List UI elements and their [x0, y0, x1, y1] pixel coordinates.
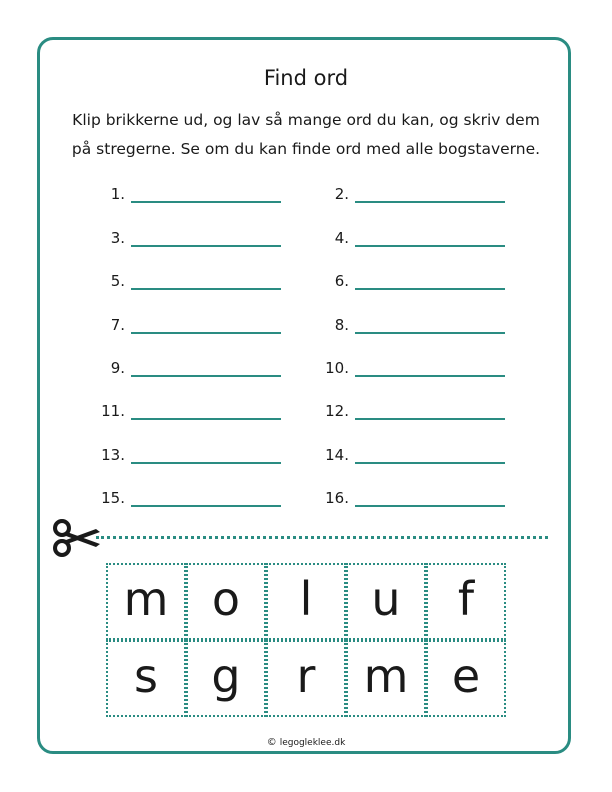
- letter-tiles: [106, 563, 508, 717]
- answer-line-4[interactable]: [317, 225, 537, 247]
- answer-rule: [131, 505, 281, 507]
- answer-rule: [131, 288, 281, 290]
- answer-number: 11.: [101, 402, 125, 420]
- answer-line-14[interactable]: [317, 442, 537, 464]
- letter-tile[interactable]: m: [106, 563, 186, 640]
- answer-line-7[interactable]: [93, 312, 313, 334]
- answer-line-6[interactable]: [317, 268, 537, 290]
- answer-rule: [131, 418, 281, 420]
- answer-rule: [131, 332, 281, 334]
- instructions-line-2: på stregerne. Se om du kan finde ord med alle bogstaverne.: [71, 140, 541, 158]
- answer-number: 2.: [334, 185, 349, 203]
- answer-rule: [355, 418, 505, 420]
- answer-rule: [355, 462, 505, 464]
- answer-line-2[interactable]: [317, 181, 537, 203]
- cut-line: [96, 536, 548, 539]
- answer-line-15[interactable]: [93, 485, 313, 507]
- answer-number: 8.: [334, 316, 349, 334]
- instructions-line-1: Klip brikkerne ud, og lav så mange ord du kan, og skriv dem: [72, 111, 540, 129]
- answer-number: 13.: [101, 446, 125, 464]
- answer-number: 1.: [110, 185, 125, 203]
- answer-number: 3.: [110, 229, 125, 247]
- footer-site: legogleklee.dk: [279, 738, 346, 748]
- answer-number: 10.: [325, 359, 349, 377]
- answer-rule: [131, 201, 281, 203]
- footer: [0, 737, 612, 748]
- answer-rule: [355, 505, 505, 507]
- letter-tile[interactable]: l: [266, 563, 346, 640]
- answer-line-8[interactable]: [317, 312, 537, 334]
- answer-number: 6.: [334, 272, 349, 290]
- answer-line-9[interactable]: [93, 355, 313, 377]
- answer-line-3[interactable]: [93, 225, 313, 247]
- answer-number: 5.: [110, 272, 125, 290]
- answer-line-13[interactable]: [93, 442, 313, 464]
- letter-tile[interactable]: s: [106, 640, 186, 717]
- letter-tile[interactable]: e: [426, 640, 506, 717]
- answer-rule: [355, 201, 505, 203]
- letter-tile[interactable]: g: [186, 640, 266, 717]
- scissors-icon: [50, 518, 102, 558]
- answer-rule: [355, 332, 505, 334]
- letter-tile[interactable]: m: [346, 640, 426, 717]
- page-title: Find ord: [263, 66, 349, 90]
- answer-number: 15.: [101, 489, 125, 507]
- answer-number: 7.: [110, 316, 125, 334]
- answer-line-1[interactable]: [93, 181, 313, 203]
- answer-line-10[interactable]: [317, 355, 537, 377]
- answer-number: 4.: [334, 229, 349, 247]
- letter-tile[interactable]: r: [266, 640, 346, 717]
- answer-number: 12.: [325, 402, 349, 420]
- answer-rule: [131, 462, 281, 464]
- answer-rule: [355, 288, 505, 290]
- answer-line-12[interactable]: [317, 398, 537, 420]
- answer-rule: [131, 375, 281, 377]
- answer-number: 14.: [325, 446, 349, 464]
- letter-tile[interactable]: u: [346, 563, 426, 640]
- answer-line-5[interactable]: [93, 268, 313, 290]
- answer-rule: [355, 375, 505, 377]
- answer-number: 16.: [325, 489, 349, 507]
- answer-line-16[interactable]: [317, 485, 537, 507]
- instructions: [0, 106, 612, 164]
- answer-line-11[interactable]: [93, 398, 313, 420]
- letter-tile[interactable]: f: [426, 563, 506, 640]
- answer-number: 9.: [110, 359, 125, 377]
- letter-tile[interactable]: o: [186, 563, 266, 640]
- answer-rule: [131, 245, 281, 247]
- answer-rule: [355, 245, 505, 247]
- copyright-icon: ©: [266, 737, 277, 748]
